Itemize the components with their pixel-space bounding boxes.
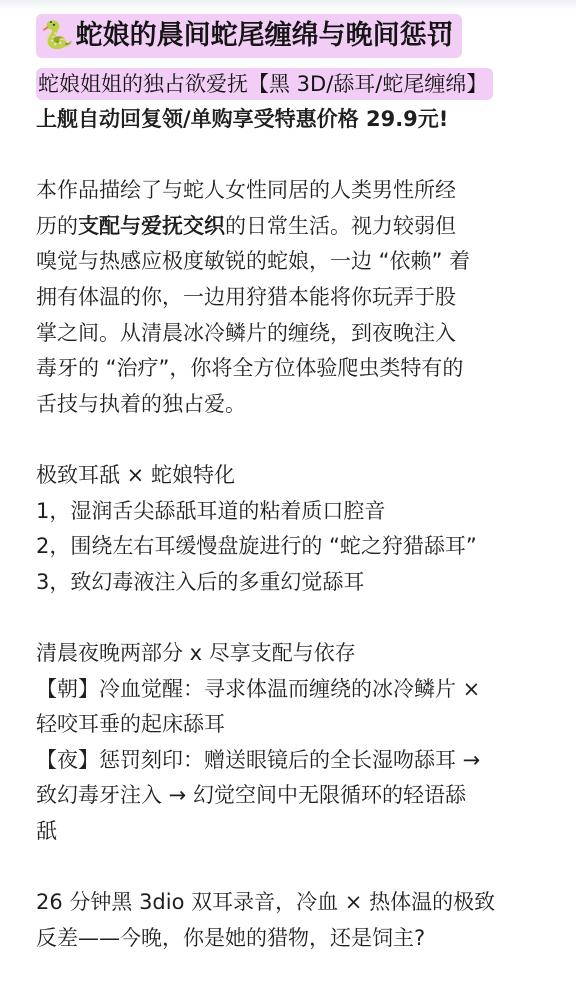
intro-line: 毒牙的 “治疗”，你将全方位体验爬虫类特有的 bbox=[36, 356, 464, 381]
spacer bbox=[36, 849, 556, 885]
title-text: 蛇娘的晨间蛇尾缠绵与晚间惩罚 bbox=[75, 20, 454, 51]
closing-paragraph bbox=[36, 885, 556, 956]
title-highlight bbox=[36, 14, 462, 58]
intro-line: 拥有体温的你，一边用狩猎本能将你玩弄于股 bbox=[36, 284, 456, 309]
feature-item: 1，湿润舌尖舔舐耳道的粘着质口腔音 bbox=[36, 498, 386, 523]
intro-paragraph bbox=[36, 173, 556, 422]
closing-line: 反差——今晚，你是她的猎物，还是饲主? bbox=[36, 925, 426, 950]
feature-item: 3，致幻毒液注入后的多重幻觉舔耳 bbox=[36, 569, 365, 594]
intro-line bbox=[36, 209, 556, 245]
post-body bbox=[36, 14, 556, 956]
night-line: 舐 bbox=[36, 818, 57, 843]
intro-text: 历的 bbox=[36, 213, 78, 238]
parts-section bbox=[36, 636, 556, 850]
spacer bbox=[36, 422, 556, 458]
snake-icon: 🐍 bbox=[40, 20, 74, 51]
parts-heading: 清晨夜晚两部分 x 尽享支配与依存 bbox=[36, 640, 356, 665]
features-section bbox=[36, 458, 556, 600]
spacer bbox=[36, 600, 556, 636]
morning-line: 轻咬耳垂的起床舔耳 bbox=[36, 712, 225, 737]
intro-line: 掌之间。从清晨冰冷鳞片的缠绕，到夜晚注入 bbox=[36, 320, 456, 345]
post-title bbox=[36, 14, 556, 58]
spacer bbox=[36, 138, 556, 174]
features-heading: 极致耳舐 × 蛇娘特化 bbox=[36, 462, 235, 487]
closing-line: 26 分钟黑 3dio 双耳录音，冷血 × 热体温的极致 bbox=[36, 890, 496, 915]
promo-text: 上舰自动回复领/单购享受特惠价格 29.9元! bbox=[36, 107, 449, 131]
intro-emphasis: 支配与爱抚交织 bbox=[78, 213, 225, 238]
subtitle-row bbox=[36, 58, 556, 100]
feature-item: 2，围绕左右耳缓慢盘旋进行的 “蛇之狩猎舔耳” bbox=[36, 534, 477, 559]
intro-text: 的日常生活。视力较弱但 bbox=[225, 213, 456, 238]
morning-line: 【朝】冷血觉醒：寻求体温而缠绕的冰冷鳞片 × bbox=[36, 676, 481, 701]
night-line: 致幻毒牙注入 → 幻觉空间中无限循环的轻语舔 bbox=[36, 783, 466, 808]
night-line: 【夜】惩罚刻印：赠送眼镜后的全长湿吻舔耳 → bbox=[36, 747, 481, 772]
subtitle-highlight: 蛇娘姐姐的独占欲爱抚【黑 3D/舔耳/蛇尾缠绵】 bbox=[36, 68, 493, 100]
top-edge-shadow bbox=[0, 0, 576, 10]
intro-line: 舌技与执着的独占爱。 bbox=[36, 391, 246, 416]
intro-line: 嗅觉与热感应极度敏锐的蛇娘，一边 “依赖” 着 bbox=[36, 249, 471, 274]
intro-line: 本作品描绘了与蛇人女性同居的人类男性所经 bbox=[36, 178, 456, 203]
